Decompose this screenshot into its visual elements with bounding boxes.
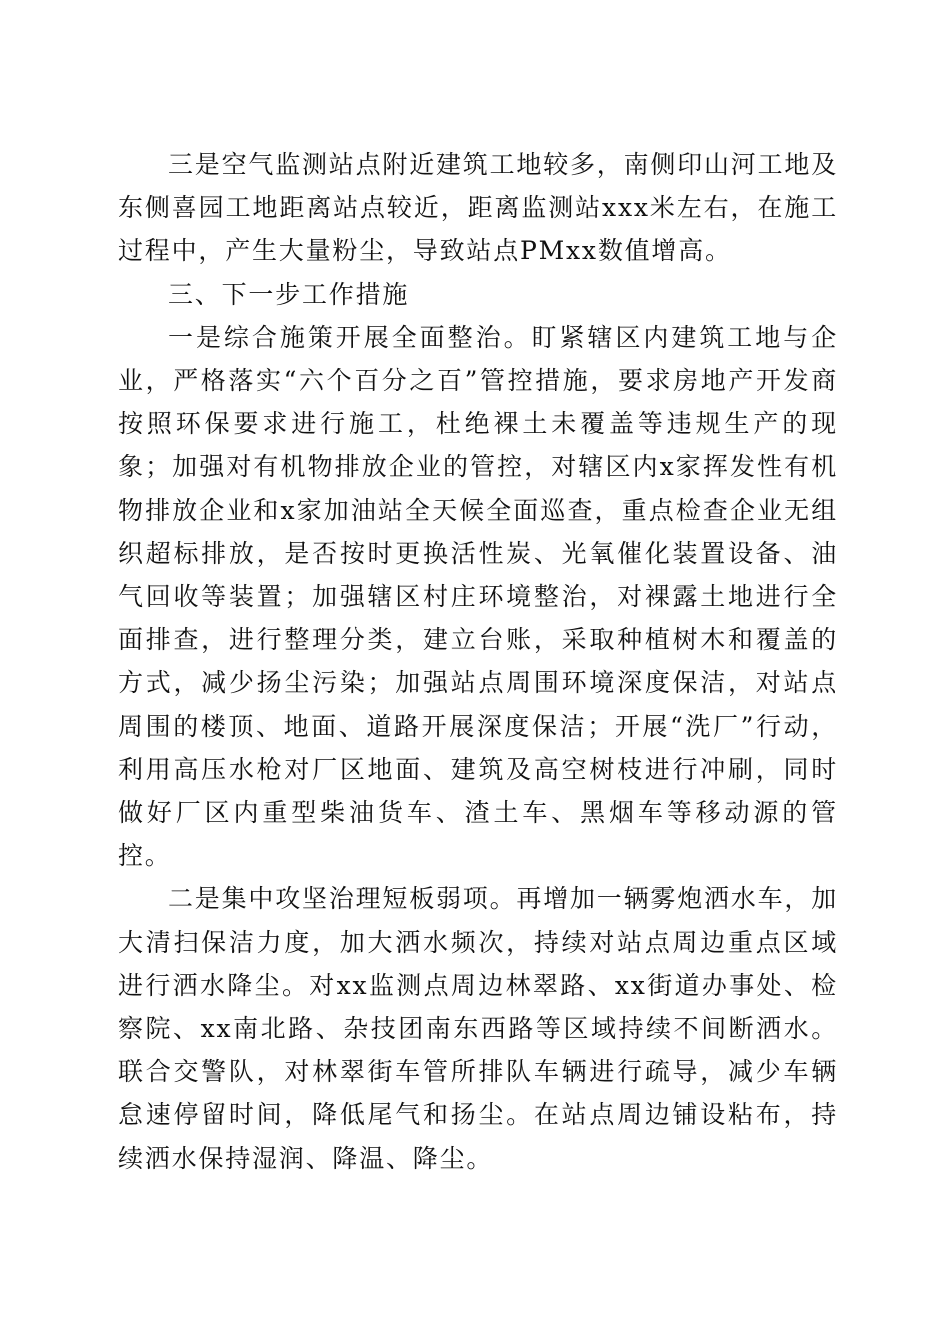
paragraph-construction-dust: 三是空气监测站点附近建筑工地较多，南侧印山河工地及东侧喜园工地距离站点较近，距离监测站xxx米左右，在施工过程中，产生大量粉尘，导致站点PMxx数值增高。 xyxy=(118,150,839,266)
document-body xyxy=(118,143,838,1180)
section-heading-next-steps: 三、下一步工作措施 xyxy=(168,279,410,309)
paragraph-focused-governance: 二是集中攻坚治理短板弱项。再增加一辆雾炮洒水车，加大清扫保洁力度，加大洒水频次，持续对站点周边重点区域进行洒水降尘。对xx监测点周边林翠路、xx街道办事处、检察院、xx南北路、杂技团南东西路等区域持续不间断洒水。联合交警队，对林翠街车管所排队车辆进行疏导，减少车辆怠速停留时间，降低尾气和扬尘。在站点周边铺设粘布，持续洒水保持湿润、降温、降尘。 xyxy=(118,884,839,1173)
paragraph-comprehensive-measures: 一是综合施策开展全面整治。盯紧辖区内建筑工地与企业，严格落实“六个百分之百”管控措施，要求房地产开发商按照环保要求进行施工，杜绝裸土未覆盖等违规生产的现象；加强对有机物排放企业的管控，对辖区内x家挥发性有机物排放企业和x家加油站全天候全面巡查，重点检查企业无组织超标排放，是否按时更换活性炭、光氧催化装置设备、油气回收等装置；加强辖区村庄环境整治，对裸露土地进行全面排查，进行整理分类，建立台账，采取种植树木和覆盖的方式，减少扬尘污染；加强站点周围环境深度保洁，对站点周围的楼顶、地面、道路开展深度保洁；开展“洗厂”行动，利用高压水枪对厂区地面、建筑及高空树枝进行冲刷，同时做好厂区内重型柴油货车、渣土车、黑烟车等移动源的管控。 xyxy=(118,322,838,871)
